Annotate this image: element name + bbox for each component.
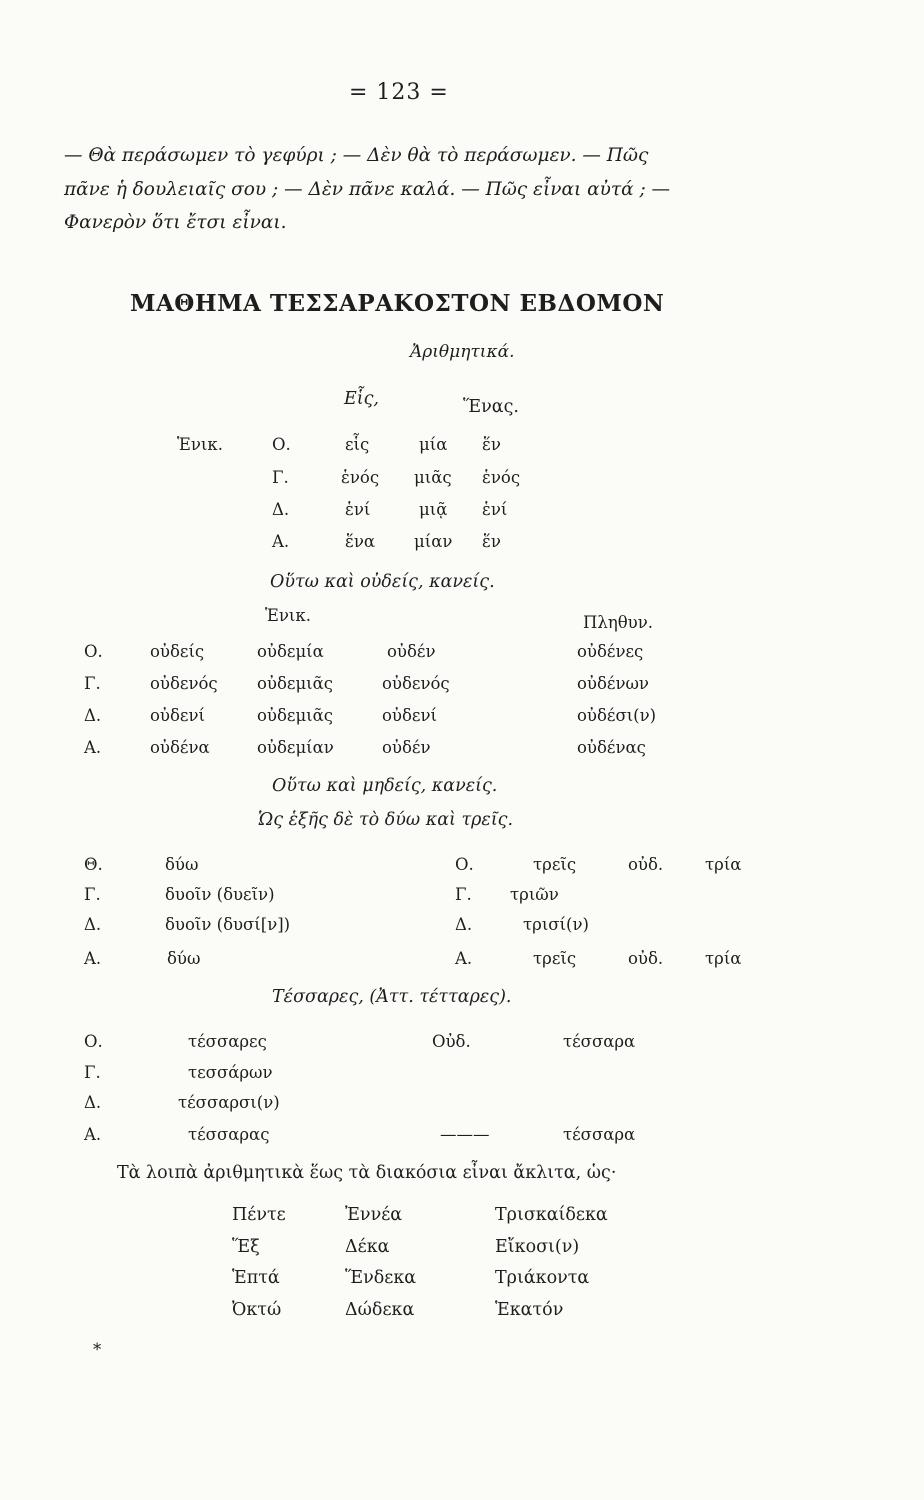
tessares-form: τέσσαρες xyxy=(188,1032,267,1051)
numeral: Εἴκοσι(ν) xyxy=(495,1237,580,1257)
oudeis-note: Οὕτω καὶ μηδείς, κανείς. xyxy=(272,776,498,796)
table-row xyxy=(0,915,924,939)
neuter-form: ἕν xyxy=(482,532,501,551)
numeral: Ἐννέα xyxy=(345,1205,403,1225)
masculine-form: ἑνός xyxy=(341,468,380,487)
intro-line: Φανερὸν ὅτι ἔτσι εἶναι. xyxy=(64,212,287,233)
neuter-form: τρία xyxy=(705,949,742,968)
tessares-form: τέσσαρας xyxy=(188,1125,270,1144)
case-label: Δ. xyxy=(84,706,102,725)
case-label: Γ. xyxy=(272,468,289,487)
masculine-form: εἷς xyxy=(345,435,370,454)
table-row xyxy=(0,885,924,909)
neuter-form: οὐδενί xyxy=(382,706,437,725)
feminine-form: μιᾶς xyxy=(414,468,452,487)
treis-form: τριῶν xyxy=(510,885,559,904)
table-row xyxy=(0,500,924,524)
tessares-title: Τέσσαρες, (Ἀττ. τέτταρες). xyxy=(272,987,512,1007)
case-label: Α. xyxy=(84,949,102,968)
footer-mark: * xyxy=(93,1340,102,1359)
feminine-form: οὐδεμιᾶς xyxy=(257,674,334,693)
feminine-form: μιᾷ xyxy=(419,500,448,519)
case-label: Γ. xyxy=(84,885,101,904)
treis-form: τρεῖς xyxy=(533,949,577,968)
neuter-label: οὐδ. xyxy=(628,855,664,874)
feminine-form: οὐδεμία xyxy=(257,642,324,661)
table-row xyxy=(0,1063,924,1087)
duo-form: δυοῖν (δυσί[ν]) xyxy=(165,915,291,934)
numeral: Ἕξ xyxy=(232,1237,260,1257)
numeral: Δώδεκα xyxy=(345,1300,415,1320)
plural-form: οὐδέσι(ν) xyxy=(577,706,657,725)
numeral: Ἑπτά xyxy=(232,1268,280,1288)
case-label: Ο. xyxy=(84,1032,103,1051)
neuter-form: οὐδέν xyxy=(387,642,436,661)
neuter-form: τέσσαρα xyxy=(563,1032,636,1051)
neuter-form: οὐδενός xyxy=(382,674,450,693)
case-label: Ο. xyxy=(84,642,103,661)
numerals-row xyxy=(0,1300,924,1324)
plural-form: οὐδένων xyxy=(577,674,649,693)
neuter-label: οὐδ. xyxy=(628,949,664,968)
neuter-form: ἑνός xyxy=(482,468,521,487)
case-label: Α. xyxy=(84,738,102,757)
duo-form: δυοῖν (δυεῖν) xyxy=(165,885,275,904)
neuter-form: οὐδέν xyxy=(382,738,431,757)
heis-note: Οὕτω καὶ οὐδείς, κανείς. xyxy=(270,572,495,592)
case-label: Α. xyxy=(272,532,290,551)
table-row xyxy=(0,738,924,762)
table-row xyxy=(0,642,924,666)
intro-line: — Θὰ περάσωμεν τὸ γεφύρι ; — Δὲν θὰ τὸ περάσωμεν. — Πῶς xyxy=(64,145,649,166)
table-row xyxy=(0,1032,924,1056)
neuter-form: ἑνί xyxy=(482,500,508,519)
table-row xyxy=(0,532,924,556)
case-label: Δ. xyxy=(84,915,102,934)
numeral: Ἕνδεκα xyxy=(345,1268,417,1288)
numeral: Ὀκτώ xyxy=(232,1300,282,1320)
table-row xyxy=(0,1125,924,1149)
case-label: Θ. xyxy=(84,855,103,874)
numeral: Δέκα xyxy=(345,1237,390,1257)
tessares-form: τεσσάρων xyxy=(188,1063,273,1082)
case-label: Γ. xyxy=(455,885,472,904)
plural-form: οὐδένες xyxy=(577,642,644,661)
numerals-row xyxy=(0,1268,924,1292)
case-label: Ο. xyxy=(455,855,474,874)
neuter-form: τέσσαρα xyxy=(563,1125,636,1144)
neuter-label: Οὐδ. xyxy=(432,1032,471,1051)
table-row xyxy=(0,855,924,879)
dash-separator: ——— xyxy=(440,1125,490,1144)
neuter-form: ἕν xyxy=(482,435,501,454)
duo-form: δύω xyxy=(165,855,199,874)
case-label: Α. xyxy=(455,949,473,968)
numerals-row xyxy=(0,1237,924,1261)
numeral: Ἑκατόν xyxy=(495,1300,564,1320)
masculine-form: οὐδενί xyxy=(150,706,205,725)
table-row xyxy=(0,674,924,698)
treis-form: τρεῖς xyxy=(533,855,577,874)
masculine-form: οὐδείς xyxy=(150,642,205,661)
masculine-form: ἑνί xyxy=(345,500,371,519)
page-number: = 123 = xyxy=(349,80,449,105)
plural-form: οὐδένας xyxy=(577,738,646,757)
numeral: Τρισκαίδεκα xyxy=(495,1205,608,1225)
table-row xyxy=(0,1093,924,1117)
case-label: Δ. xyxy=(84,1093,102,1112)
numeral: Πέντε xyxy=(232,1205,286,1225)
numeral: Τριάκοντα xyxy=(495,1268,590,1288)
feminine-form: μίαν xyxy=(414,532,453,551)
table-row xyxy=(0,435,924,459)
intro-line: πᾶνε ἡ δουλειαῖς σου ; — Δὲν πᾶνε καλά. — Πῶς εἶναι αὐτά ; — xyxy=(64,179,671,200)
case-label: Δ. xyxy=(272,500,290,519)
duo-treis-intro: Ὡς ἑξῆς δὲ τὸ δύω καὶ τρεῖς. xyxy=(258,810,514,830)
duo-form: δύω xyxy=(167,949,201,968)
feminine-form: οὐδεμίαν xyxy=(257,738,334,757)
case-label: Γ. xyxy=(84,1063,101,1082)
remaining-note: Τὰ λοιπὰ ἀριθμητικὰ ἕως τὰ διακόσια εἶναι ἄκλιτα, ὡς· xyxy=(117,1163,617,1183)
masculine-form: οὐδενός xyxy=(150,674,218,693)
lesson-heading: ΜΑΘΗΜΑ ΤΕΣΣΑΡΑΚΟΣΤΟΝ ΕΒΔΟΜΟΝ xyxy=(130,290,665,317)
heis-header-left: Εἷς, xyxy=(344,389,379,409)
oudeis-plural-label: Πληθυν. xyxy=(583,613,653,632)
feminine-form: μία xyxy=(419,435,448,454)
case-label: Α. xyxy=(84,1125,102,1144)
table-row xyxy=(0,468,924,492)
masculine-form: οὐδένα xyxy=(150,738,210,757)
oudeis-singular-label: Ἑνικ. xyxy=(265,606,311,625)
table-row xyxy=(0,706,924,730)
heis-number-label: Ἑνικ. xyxy=(177,435,223,454)
masculine-form: ἕνα xyxy=(345,532,376,551)
feminine-form: οὐδεμιᾶς xyxy=(257,706,334,725)
numerals-row xyxy=(0,1205,924,1229)
lesson-subtitle: Ἀριθμητικά. xyxy=(410,342,515,362)
case-label: Ο. xyxy=(272,435,291,454)
case-label: Δ. xyxy=(455,915,473,934)
treis-form: τρισί(ν) xyxy=(523,915,589,934)
case-label: Γ. xyxy=(84,674,101,693)
neuter-form: τρία xyxy=(705,855,742,874)
tessares-form: τέσσαρσι(ν) xyxy=(178,1093,280,1112)
table-row xyxy=(0,949,924,973)
heis-header-right: Ἕνας. xyxy=(463,397,519,417)
